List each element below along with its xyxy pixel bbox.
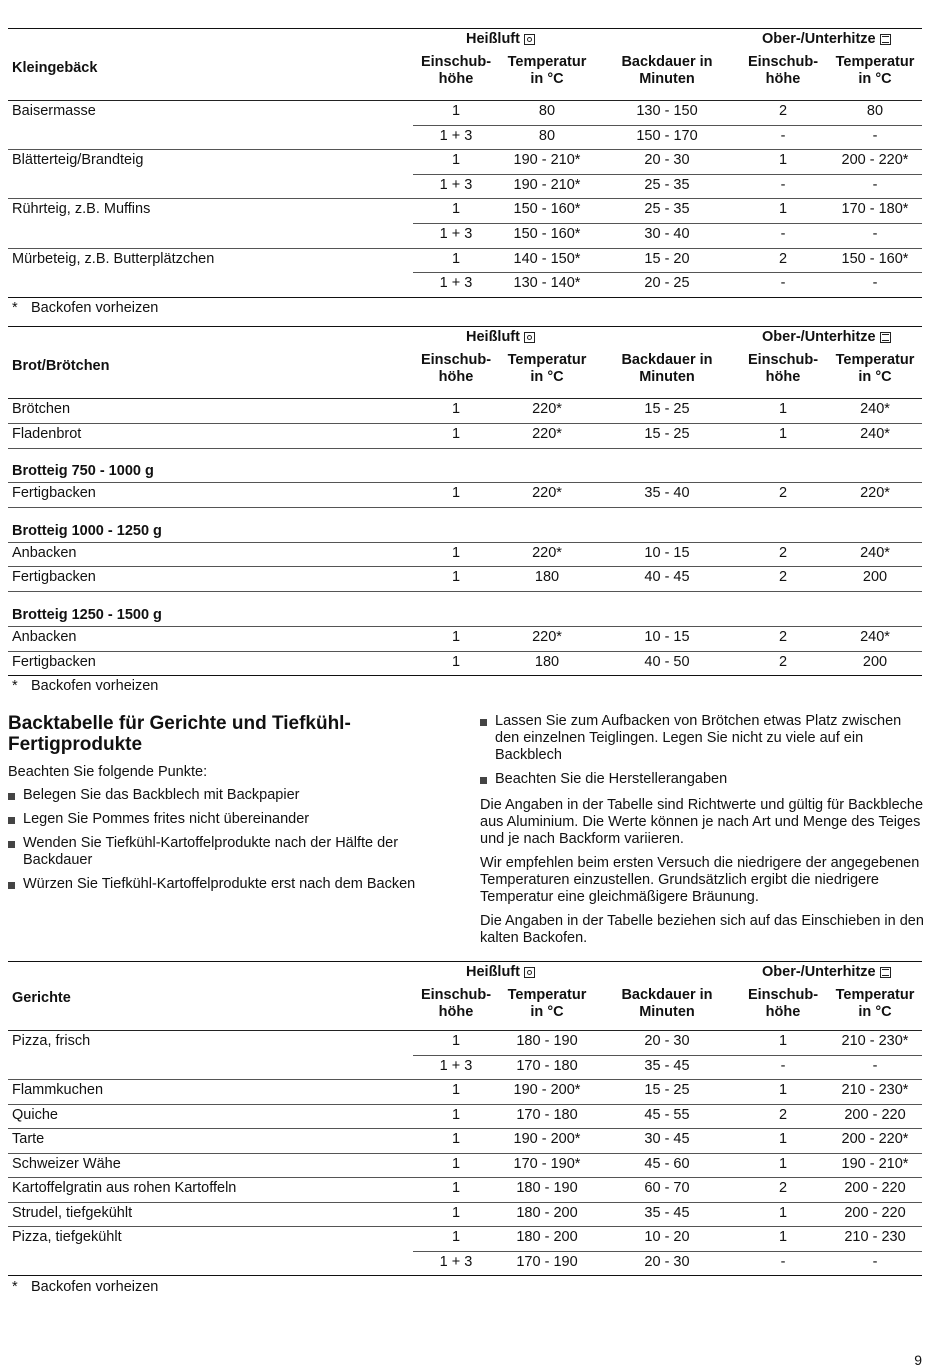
cell-value: 1 — [451, 1180, 461, 1196]
dish-name: Flammkuchen — [12, 1082, 104, 1098]
cell-value: 200 - 220 — [844, 1180, 906, 1196]
cell-value: 1 — [451, 1204, 461, 1221]
cell-value: 1 + 3 — [439, 176, 473, 193]
cell-value: 150 - 160* — [513, 226, 581, 242]
bullet-item: Beachten Sie die Herstellerangaben — [480, 771, 922, 788]
table-row — [8, 272, 922, 297]
cell-value: - — [872, 275, 878, 292]
category-title: Brot/Brötchen — [12, 358, 110, 374]
cell-value: 210 - 230 — [844, 1229, 906, 1245]
cell-value: 1 — [778, 1082, 788, 1098]
cell-value: 35 - 45 — [644, 1057, 690, 1074]
fan-icon — [524, 967, 535, 978]
category-title: Kleingebäck — [12, 60, 98, 76]
cell-value: 1 — [451, 1106, 461, 1123]
col-einschub-heissluft: Einschub- höhe — [420, 54, 492, 87]
heissluft-text: Heißluft — [466, 31, 520, 47]
cell-value: 240* — [860, 544, 890, 561]
col-temperatur-ober-unter: Temperatur in °C — [835, 987, 915, 1020]
cell-value: 2 — [778, 1106, 788, 1123]
dish-name: Pizza, frisch — [12, 1033, 91, 1049]
cell-value: 1 — [451, 401, 461, 417]
heissluft-label — [466, 964, 520, 980]
oberunter-label — [762, 329, 876, 345]
category-title: Gerichte — [12, 990, 71, 1006]
dish-name: Anbacken — [12, 628, 77, 645]
cell-value: 10 - 15 — [644, 628, 690, 645]
cell-value: 200 - 220 — [844, 1106, 906, 1123]
cell-value: 30 - 45 — [644, 1131, 690, 1147]
col-einschub-heissluft: Einschub- höhe — [420, 987, 492, 1020]
table-row — [8, 566, 922, 591]
cell-value: 1 — [451, 485, 461, 502]
cell-value: 35 - 45 — [644, 1204, 690, 1221]
cell-value: 40 - 50 — [644, 653, 690, 670]
cell-value: 170 - 180 — [516, 1106, 578, 1123]
cell-value: 80 — [866, 103, 884, 119]
cell-value: 35 - 40 — [644, 485, 690, 502]
fan-icon — [524, 332, 535, 343]
table-row — [8, 1251, 922, 1276]
cell-value: 20 - 30 — [644, 1033, 690, 1049]
dish-name: Tarte — [12, 1131, 45, 1147]
table-row — [8, 1153, 922, 1178]
cell-value: 1 — [778, 1033, 788, 1049]
cell-value: 1 — [778, 401, 788, 417]
table1-footnote: * Backofen vorheizen — [12, 300, 159, 316]
table-bottom-rule — [8, 675, 922, 676]
cell-value: 2 — [778, 485, 788, 502]
cell-value: 1 + 3 — [439, 127, 473, 144]
col-temperatur-heissluft: Temperatur in °C — [507, 987, 587, 1020]
cell-value: 220* — [532, 544, 562, 561]
oberunter-label — [762, 964, 876, 980]
table2-footnote: * Backofen vorheizen — [12, 678, 159, 694]
cell-value: 200 — [862, 569, 888, 586]
cell-value: 80 — [538, 127, 556, 144]
cell-value: 240* — [860, 401, 890, 417]
col-einschub-ober-unter: Einschub- höhe — [747, 54, 819, 87]
cell-value: 10 - 20 — [644, 1229, 690, 1245]
heissluft-label — [466, 31, 520, 47]
cell-value: 2 — [778, 103, 788, 119]
mode-header-row — [8, 28, 922, 50]
cell-value: 25 - 35 — [644, 201, 690, 218]
paragraph: Die Angaben in der Tabelle sind Richtwerte und gültig für Backbleche aus Aluminium. Die Werte können je nach Art und Menge des Teiges und je nach Backform variieren. — [480, 797, 924, 847]
col-temperatur-heissluft: Temperatur in °C — [507, 54, 587, 87]
subheading: Brotteig 750 - 1000 g — [12, 463, 154, 480]
cell-value: 170 - 180 — [516, 1057, 578, 1074]
cell-value: 1 + 3 — [439, 275, 473, 292]
table-row — [8, 1030, 922, 1055]
cell-value: 20 - 30 — [644, 1253, 690, 1270]
table-row — [8, 198, 922, 223]
cell-value: 170 - 190 — [516, 1253, 578, 1270]
cell-value: 1 — [451, 201, 461, 218]
cell-value: 15 - 20 — [644, 250, 690, 267]
cell-value: 25 - 35 — [644, 176, 690, 193]
oberunter-label — [762, 31, 876, 47]
oberunter-text: Ober-/Unterhitze — [762, 964, 876, 980]
cell-value: - — [872, 176, 878, 193]
cell-value: 180 — [534, 653, 560, 670]
cell-value: 1 — [778, 1131, 788, 1147]
table-row — [8, 1104, 922, 1129]
cell-value: 1 + 3 — [439, 226, 473, 242]
cell-value: 2 — [778, 653, 788, 670]
dish-name: Strudel, tiefgekühlt — [12, 1204, 133, 1221]
top-bottom-heat-icon — [880, 332, 891, 343]
cell-value: 60 - 70 — [644, 1180, 690, 1196]
section-heading: Backtabelle für Gerichte und Tiefkühl-Fertigprodukte — [8, 713, 351, 755]
cell-value: 210 - 230* — [841, 1033, 909, 1049]
cell-value: 1 — [778, 1229, 788, 1245]
subheading-row — [8, 448, 922, 483]
cell-value: 1 — [778, 1155, 788, 1172]
col-temperatur-heissluft: Temperatur in °C — [507, 352, 587, 385]
cell-value: 150 - 160* — [513, 201, 581, 218]
cell-value: 1 — [451, 1082, 461, 1098]
page-number: 9 — [914, 1352, 922, 1368]
cell-value: 180 - 190 — [516, 1180, 578, 1196]
table-row — [8, 174, 922, 199]
cell-value: 200 - 220* — [841, 1131, 909, 1147]
cell-value: 1 — [778, 152, 788, 169]
cell-value: 180 - 190 — [516, 1033, 578, 1049]
table-row — [8, 423, 922, 448]
subheading-row — [8, 507, 922, 542]
cell-value: 190 - 200* — [513, 1082, 581, 1098]
cell-value: - — [872, 127, 878, 144]
table-row — [8, 398, 922, 423]
cell-value: 190 - 210* — [841, 1155, 909, 1172]
cell-value: - — [780, 1057, 786, 1074]
dish-name: Kartoffelgratin aus rohen Kartoffeln — [12, 1180, 237, 1196]
cell-value: 1 — [451, 152, 461, 169]
cell-value: - — [780, 176, 786, 193]
col-einschub-heissluft: Einschub- höhe — [420, 352, 492, 385]
dish-name: Quiche — [12, 1106, 58, 1123]
table3-footnote: * Backofen vorheizen — [12, 1279, 159, 1295]
cell-value: 220* — [532, 628, 562, 645]
cell-value: 2 — [778, 628, 788, 645]
col-einschub-ober-unter: Einschub- höhe — [747, 987, 819, 1020]
table-row — [8, 149, 922, 174]
dish-name: Brötchen — [12, 401, 71, 417]
paragraph: Die Angaben in der Tabelle beziehen sich auf das Einschieben in den kalten Backofen. — [480, 913, 924, 946]
bullet-item: Belegen Sie das Backblech mit Backpapier — [8, 787, 453, 804]
dish-name: Schweizer Wähe — [12, 1155, 121, 1172]
cell-value: - — [780, 127, 786, 144]
bullet-item: Würzen Sie Tiefkühl-Kartoffelprodukte erst nach dem Backen — [8, 876, 453, 893]
cell-value: 2 — [778, 569, 788, 586]
cell-value: 2 — [778, 250, 788, 267]
cell-value: 190 - 210* — [513, 176, 581, 193]
subheading: Brotteig 1250 - 1500 g — [12, 606, 162, 623]
cell-value: 30 - 40 — [644, 226, 690, 242]
section-intro: Beachten Sie folgende Punkte: — [8, 764, 208, 780]
top-bottom-heat-icon — [880, 967, 891, 978]
subheading-row — [8, 591, 922, 626]
cell-value: 190 - 210* — [513, 152, 581, 169]
cell-value: 130 - 140* — [513, 275, 581, 292]
col-backdauer: Backdauer in Minuten — [621, 54, 713, 87]
dish-name: Anbacken — [12, 544, 77, 561]
cell-value: 1 — [451, 250, 461, 267]
cell-value: 170 - 180* — [841, 201, 909, 218]
cell-value: - — [872, 226, 878, 242]
cell-value: 1 — [451, 1229, 461, 1245]
table-row — [8, 482, 922, 507]
cell-value: 2 — [778, 544, 788, 561]
cell-value: 40 - 45 — [644, 569, 690, 586]
cell-value: 1 — [451, 544, 461, 561]
heissluft-text: Heißluft — [466, 964, 520, 980]
cell-value: 1 — [451, 653, 461, 670]
column-header-row — [8, 50, 922, 101]
cell-value: - — [872, 1253, 878, 1270]
cell-value: - — [780, 226, 786, 242]
col-temperatur-ober-unter: Temperatur in °C — [835, 54, 915, 87]
cell-value: 1 — [778, 1204, 788, 1221]
cell-value: 1 + 3 — [439, 1253, 473, 1270]
column-header-row — [8, 348, 922, 399]
cell-value: 190 - 200* — [513, 1131, 581, 1147]
dish-name: Fertigbacken — [12, 569, 96, 586]
cell-value: 240* — [860, 425, 890, 442]
table-row — [8, 248, 922, 273]
table-row — [8, 1055, 922, 1080]
cell-value: 1 — [451, 1131, 461, 1147]
cell-value: 1 — [451, 628, 461, 645]
bullet-item: Wenden Sie Tiefkühl-Kartoffelprodukte nach der Hälfte der Backdauer — [8, 835, 453, 869]
dish-name: Blätterteig/Brandteig — [12, 152, 144, 169]
cell-value: 1 — [451, 425, 461, 442]
cell-value: 15 - 25 — [644, 1082, 690, 1098]
cell-value: 150 - 170 — [636, 127, 698, 144]
cell-value: 180 — [534, 569, 560, 586]
cell-value: 170 - 190* — [513, 1155, 581, 1172]
cell-value: 10 - 15 — [644, 544, 690, 561]
table-row — [8, 223, 922, 248]
dish-name: Fladenbrot — [12, 425, 82, 442]
cell-value: 15 - 25 — [644, 401, 690, 417]
bullet-item: Lassen Sie zum Aufbacken von Brötchen etwas Platz zwischen den einzelnen Teiglingen. Legen Sie nicht zu viele auf ein Backblech — [480, 713, 922, 764]
cell-value: - — [872, 1057, 878, 1074]
dish-name: Pizza, tiefgekühlt — [12, 1229, 122, 1245]
dish-name: Mürbeteig, z.B. Butterplätzchen — [12, 250, 215, 267]
cell-value: 220* — [532, 401, 562, 417]
cell-value: - — [780, 275, 786, 292]
cell-value: 1 — [451, 1155, 461, 1172]
cell-value: 20 - 30 — [644, 152, 690, 169]
cell-value: 1 + 3 — [439, 1057, 473, 1074]
cell-value: - — [780, 1253, 786, 1270]
col-backdauer: Backdauer in Minuten — [621, 352, 713, 385]
oberunter-text: Ober-/Unterhitze — [762, 329, 876, 345]
mode-header-row — [8, 326, 922, 348]
table-row — [8, 626, 922, 651]
table-row — [8, 1202, 922, 1227]
cell-value: 1 — [778, 425, 788, 442]
cell-value: 200 - 220 — [844, 1204, 906, 1221]
cell-value: 180 - 200 — [516, 1204, 578, 1221]
top-bottom-heat-icon — [880, 34, 891, 45]
cell-value: 1 — [778, 201, 788, 218]
col-einschub-ober-unter: Einschub- höhe — [747, 352, 819, 385]
cell-value: 150 - 160* — [841, 250, 909, 267]
dish-name: Baisermasse — [12, 103, 96, 119]
cell-value: 200 - 220* — [841, 152, 909, 169]
heissluft-label — [466, 329, 520, 345]
cell-value: 180 - 200 — [516, 1229, 578, 1245]
cell-value: 1 — [451, 569, 461, 586]
fan-icon — [524, 34, 535, 45]
cell-value: 80 — [538, 103, 556, 119]
cell-value: 240* — [860, 628, 890, 645]
cell-value: 220* — [532, 425, 562, 442]
cell-value: 45 - 60 — [644, 1155, 690, 1172]
subheading: Brotteig 1000 - 1250 g — [12, 522, 162, 539]
table-row — [8, 1226, 922, 1251]
table-row — [8, 125, 922, 150]
col-backdauer: Backdauer in Minuten — [621, 987, 713, 1020]
bullet-item: Legen Sie Pommes frites nicht übereinander — [8, 811, 453, 828]
heissluft-text: Heißluft — [466, 329, 520, 345]
cell-value: 220* — [860, 485, 890, 502]
dish-name: Fertigbacken — [12, 485, 96, 502]
cell-value: 130 - 150 — [636, 103, 698, 119]
table-bottom-rule — [8, 297, 922, 298]
table-bottom-rule — [8, 1275, 922, 1276]
cell-value: 2 — [778, 1180, 788, 1196]
col-temperatur-ober-unter: Temperatur in °C — [835, 352, 915, 385]
table-row — [8, 100, 922, 125]
cell-value: 45 - 55 — [644, 1106, 690, 1123]
cell-value: 15 - 25 — [644, 425, 690, 442]
oberunter-text: Ober-/Unterhitze — [762, 31, 876, 47]
dish-name: Rührteig, z.B. Muffins — [12, 201, 151, 218]
table-row — [8, 542, 922, 567]
dish-name: Fertigbacken — [12, 653, 96, 670]
cell-value: 20 - 25 — [644, 275, 690, 292]
table-row — [8, 1177, 922, 1202]
table-row — [8, 1128, 922, 1153]
table-row — [8, 1079, 922, 1104]
column-header-row — [8, 983, 922, 1031]
cell-value: 210 - 230* — [841, 1082, 909, 1098]
table-row — [8, 651, 922, 676]
paragraph: Wir empfehlen beim ersten Versuch die niedrigere der angegebenen Temperaturen einzustellen. Grundsätzlich ergibt die niedrigere Temperatur eine gleichmäßigere Bräunung. — [480, 855, 920, 905]
cell-value: 1 — [451, 1033, 461, 1049]
mode-header-row — [8, 961, 922, 983]
cell-value: 200 — [862, 653, 888, 670]
cell-value: 1 — [451, 103, 461, 119]
cell-value: 140 - 150* — [513, 250, 581, 267]
cell-value: 220* — [532, 485, 562, 502]
